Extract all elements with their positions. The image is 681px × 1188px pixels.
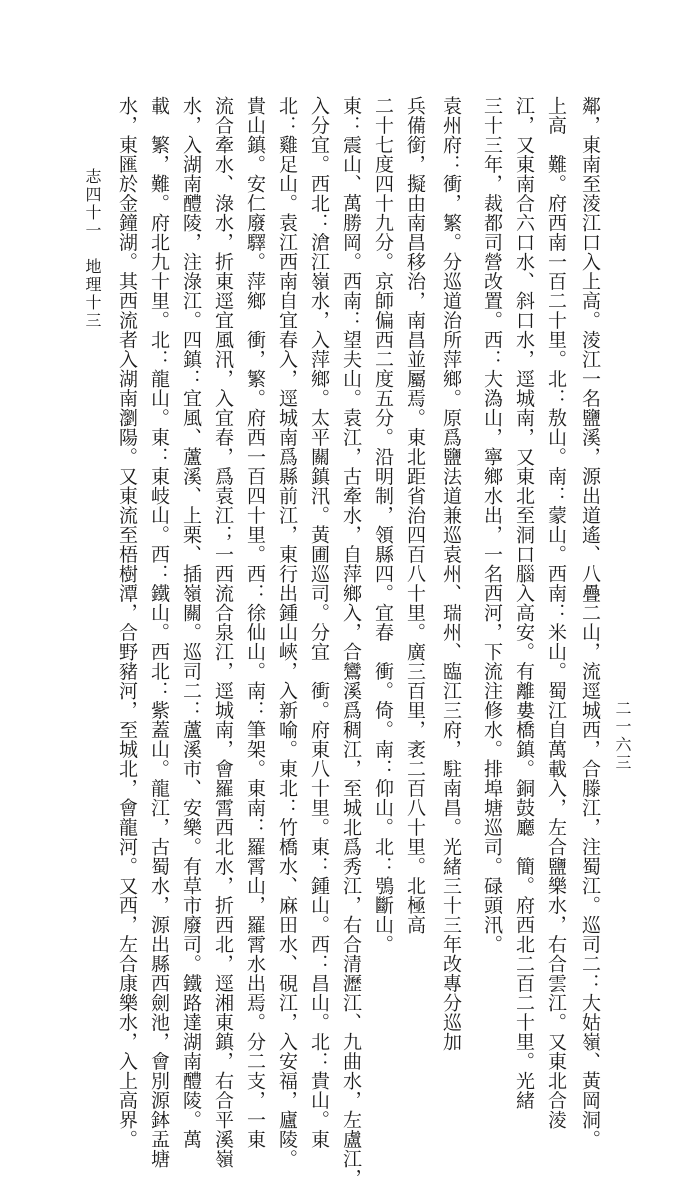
text-column-15: 水，東匯於金鐘湖。其西流者入湖南瀏陽。又東流至梧樹潭，合野豬河，至城北，會龍河。又西，左合康樂水，入上高界。 xyxy=(116,96,138,1149)
running-header: 志四十一 地理十三 xyxy=(83,168,102,330)
text-column-8: 東：震山、萬勝岡。西南：望夫山。袁江，古牽水，自萍鄉入，合鸞溪爲稠江，至城北爲秀江，右合清瀝江、九曲水，左盧江， xyxy=(340,96,362,1188)
text-column-4: 三十三年，裁都司營改置。西：大溈山，寧鄉水出，一名西河，下流注修水。排埠塘巡司。碌頭汛。 xyxy=(481,96,503,954)
text-column-14: 載 繁，難。府北九十里。北：龍山。東：東岐山。西：鐵山。西北：紫蓋山。龍江，古蜀水，源出縣西劍池，會別源鉢盂塘 xyxy=(148,96,170,1169)
text-column-12: 流合牽水、淥水，折東逕宜風汛，入宜春，爲袁江；一西流合泉江，逕城南，會羅霄西北水，折西北，逕湘東鎮，右合平溪嶺 xyxy=(212,96,234,1169)
text-column-9: 入分宜。西北：滄江嶺水，入萍鄉。太平關鎮汛。黃圃巡司。分宜 衝。府東八十里。東：鍾山。西：昌山。北：貴山。東 xyxy=(308,96,330,1149)
text-column-5: 袁州府：衝，繁。分巡道治所萍鄉。原爲鹽法道兼巡袁州、瑞州、臨江三府，駐南昌。光緒三十三年改專分巡加 xyxy=(440,96,462,1052)
text-column-7: 二十七度四十九分。京師偏西二度五分。沿明制，領縣四。宜春 衝。倚。南：仰山。北：鴞斷山。 xyxy=(372,96,394,954)
page-number: 二一六三 xyxy=(613,700,632,772)
text-column-10: 北：雞足山。袁江西南自宜春入，逕城南爲縣前江，東行出鍾山峽，入新喻。東北：竹橋水、麻田水、硯江，入安福，廬陵。 xyxy=(276,96,298,1169)
text-column-6: 兵備銜，擬由南昌移治，南昌並屬焉。東北距省治四百八十里。廣三百里，袤二百八十里。北極高 xyxy=(404,96,426,935)
text-column-2: 上高 難。府西南一百二十里。北：敖山。南：蒙山。西南：米山。蜀江自萬載入，左合鹽樂水，右合雲江。又東北合淩 xyxy=(545,96,567,1130)
text-column-1: 鄰，東南至淩江口入上高。淩江一名鹽溪，源出道遙、八疊二山，流逕城西，合滕江，注蜀江。巡司二：大姑嶺、黃岡洞。 xyxy=(579,96,601,1149)
text-column-3: 江，又東南合六口水、斜口水，逕城南，又東北至洞口腦入高安。有離婁橋鎮。銅鼓廳 簡。府西北二百二十里。光緒 xyxy=(513,96,535,1110)
text-column-11: 貴山鎮。安仁廢驛。萍鄉 衝，繁。府西一百四十里。西：徐仙山。南：筆架。東南：羅霄山，羅霄水出焉。分二支，一東 xyxy=(244,96,266,1149)
text-column-13: 水，入湖南醴陵，注淥江。四鎮：宜風、蘆溪、上栗、插嶺關。巡司二：蘆溪市、安樂。有草市廢司。鐵路達湖南醴陵。萬 xyxy=(180,96,202,1149)
